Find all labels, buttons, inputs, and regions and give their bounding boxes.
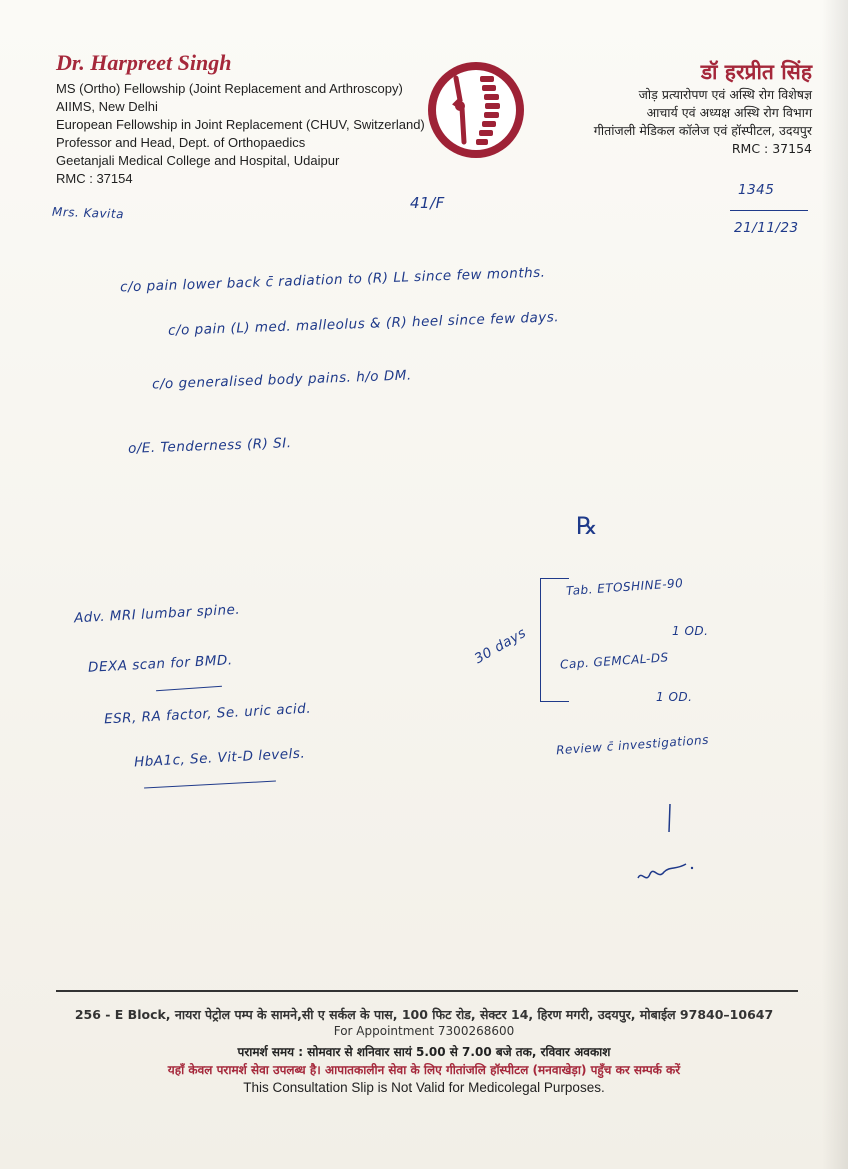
- investigation-line: Adv. MRI lumbar spine.: [73, 601, 241, 627]
- registration-number: RMC : 37154: [56, 171, 133, 186]
- medication-dose: 1 OD.: [656, 690, 693, 704]
- patient-name: Mrs. Kavita: [51, 204, 125, 222]
- credential-line: MS (Ortho) Fellowship (Joint Replacement and Arthroscopy): [56, 81, 403, 96]
- footer-appointment: For Appointment 7300268600: [333, 1024, 515, 1038]
- footer-disclaimer: This Consultation Slip is Not Valid for Medicolegal Purposes.: [243, 1080, 605, 1095]
- complaint-line: c/o pain (L) med. malleolus & (R) heel since few days.: [167, 309, 560, 339]
- visit-time: 1345: [738, 182, 775, 198]
- medication-bracket: [540, 578, 569, 702]
- credential-line-hindi: आचार्य एवं अध्यक्ष अस्थि रोग विभाग: [646, 105, 812, 120]
- medication-name: Tab. ETOSHINE-90: [565, 575, 684, 599]
- credential-line: Professor and Head, Dept. of Orthopaedics: [56, 135, 306, 150]
- doctor-name-english: Dr. Harpreet Singh: [56, 50, 232, 75]
- spine-knee-logo-icon: [426, 60, 526, 160]
- patient-age-sex: 41/F: [410, 194, 445, 212]
- examination-finding: o/E. Tenderness (R) SI.: [127, 435, 292, 457]
- complaint-line: c/o generalised body pains. h/o DM.: [151, 367, 412, 393]
- complaint-line: c/o pain lower back c̄ radiation to (R) LL since few months.: [119, 264, 546, 296]
- footer-divider: [56, 990, 798, 992]
- credential-line-hindi: गीतांजली मेडिकल कॉलेज एवं हॉस्पीटल, उदयपुर: [593, 123, 812, 138]
- review-note: Review c̄ investigations: [555, 732, 710, 758]
- investigation-line: ESR, RA factor, Se. uric acid.: [103, 700, 312, 728]
- medication-dose: 1 OD.: [672, 624, 709, 638]
- medication-name: Cap. GEMCAL-DS: [559, 650, 670, 672]
- credential-line: Geetanjali Medical College and Hospital, Udaipur: [56, 153, 340, 168]
- doctor-name-hindi: डॉ हरप्रीत सिंह: [700, 60, 812, 84]
- visit-date: 21/11/23: [734, 220, 799, 236]
- header-hindi: [512, 58, 812, 158]
- investigation-line: DEXA scan for BMD.: [87, 652, 234, 676]
- footer-emergency-note: यहाँ केवल परामर्श सेवा उपलब्ध है। आपातकालीन सेवा के लिए गीतांजलि हॉस्पीटल (मनवाखेड़ा) पहुँच कर सम्पर्क करें: [167, 1063, 681, 1077]
- rx-symbol: ℞: [576, 512, 599, 540]
- registration-number-hindi: RMC : 37154: [731, 141, 812, 156]
- footer-consultation-timing: परामर्श समय : सोमवार से शनिवार सायं 5.00 से 7.00 बजे तक, रविवार अवकाश: [237, 1045, 611, 1059]
- page-edge-shadow: [822, 0, 848, 1169]
- date-underline: [730, 210, 808, 211]
- credential-line: European Fellowship in Joint Replacement (CHUV, Switzerland): [56, 117, 425, 132]
- footer-address: 256 - E Block, नायरा पेट्रोल पम्प के सामने,सी ए सर्कल के पास, 100 फिट रोड, सेक्टर 14, हिरण मगरी, उदयपुर, मोबाईल 97840–10647: [74, 1007, 774, 1022]
- treatment-duration: 30 days: [471, 624, 530, 668]
- credential-line: AIIMS, New Delhi: [56, 99, 158, 114]
- header-english: [56, 50, 436, 188]
- doctor-signature-icon: [630, 800, 710, 890]
- investigation-line: HbA1c, Se. Vit-D levels.: [133, 745, 306, 771]
- credential-line-hindi: जोड़ प्रत्यारोपण एवं अस्थि रोग विशेषज्ञ: [638, 87, 812, 102]
